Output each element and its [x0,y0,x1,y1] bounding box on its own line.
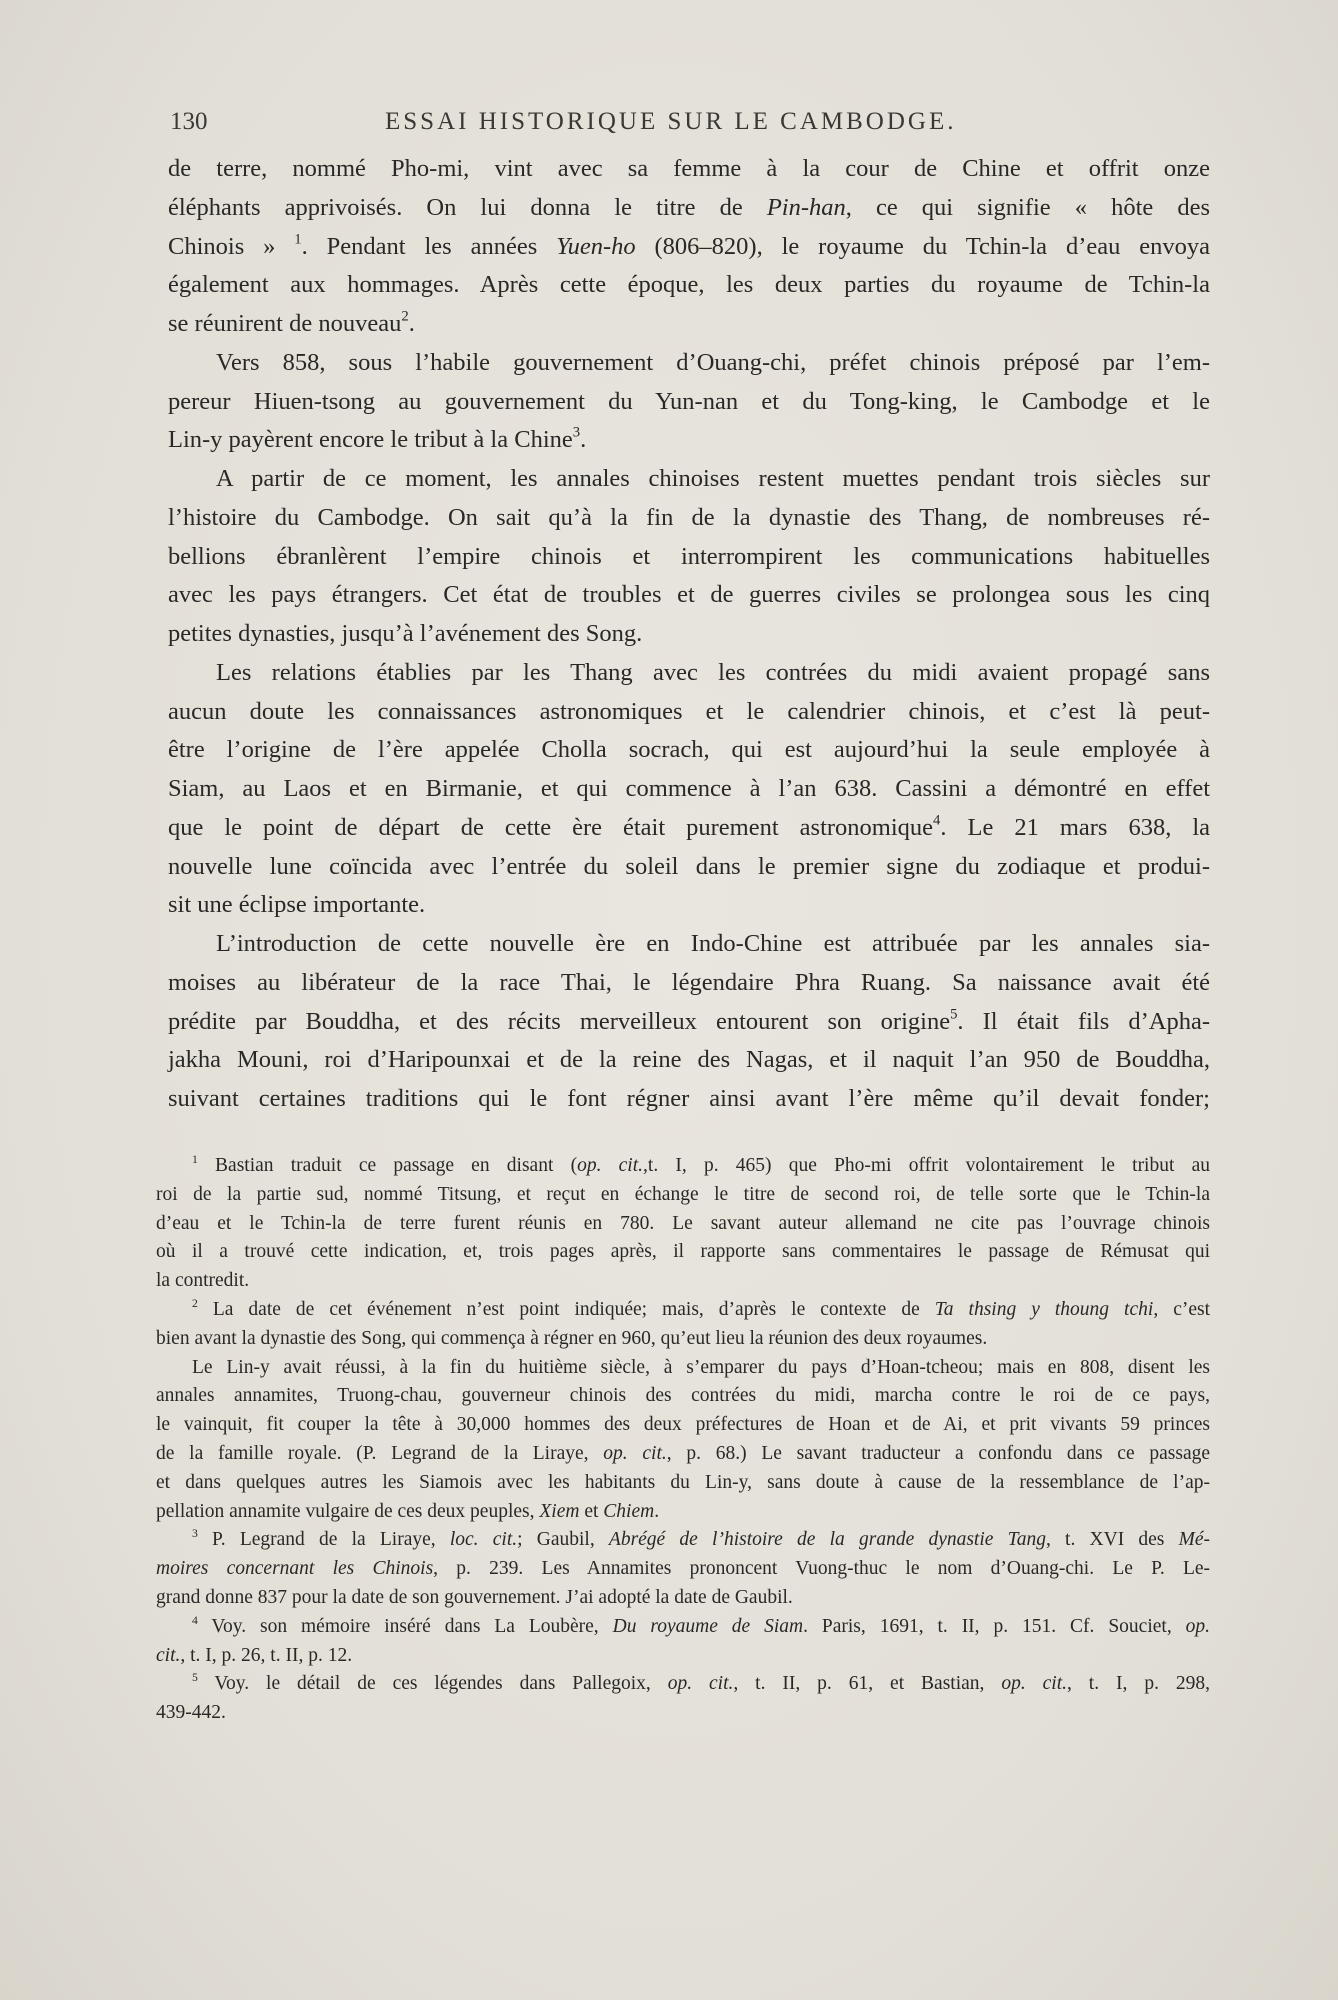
text-line [168,576,1210,615]
text-line [168,809,1210,848]
text-segment: P. Legrand de la Liraye, [197,1529,450,1551]
text-segment: . [654,1500,660,1522]
text-line [168,615,1210,654]
text-segment: l’histoire du Cambodge. On sait qu’à la fin de la dynastie des Thang, de nombreuses ré- [168,503,1210,531]
italic-text: loc. cit. [449,1529,518,1551]
text-segment: . Il était fils d’Apha- [957,1007,1210,1035]
text-segment: de terre, nommé Pho-mi, vint avec sa femme à la cour de Chine et offrit onze [168,155,1210,182]
text-segment: Bastian traduit ce passage en disant ( [197,1155,578,1176]
text-line [168,228,1210,267]
italic-text: cit. [156,1644,181,1666]
italic-text: op. cit. [577,1155,644,1176]
text-line [168,693,1210,732]
text-segment: bellions ébranlèrent l’empire chinois et interrompirent les communications habituelles [168,542,1210,570]
text-segment: . [408,310,415,337]
text-segment: 439-442. [156,1702,226,1724]
text-line [168,1041,1210,1080]
note-reference: 1 [192,1152,198,1166]
text-line [168,1003,1210,1042]
text-line [168,460,1210,499]
text-segment: , t. II, p. 61, et Bastian, [733,1673,1002,1695]
footnote-line [156,1526,1210,1555]
footnote-line [156,1469,1210,1498]
text-segment: que le point de départ de cette ère était purement astronomique [168,813,934,841]
text-segment: , p. 68.) Le savant traducteur a confondu dans ce passage [666,1442,1211,1464]
text-segment: et [579,1500,604,1522]
text-segment: Vers 858, sous l’habile gouvernement d’Ouang-chi, préfet chinois préposé par l’em- [216,348,1210,376]
text-line [168,654,1210,693]
text-line [168,266,1210,305]
text-segment: et dans quelques autres les Siamois avec les habitants du Lin-y, sans doute à cause de la ressemblance de l’ap- [156,1471,1210,1493]
footnote-line [156,1267,1210,1296]
footnote-line [156,1325,1210,1354]
running-header [170,108,1210,140]
text-segment: se réunirent de nouveau [168,310,402,337]
text-line [168,770,1210,809]
italic-text: Du royaume de Siam [612,1615,804,1637]
italic-text: Mé- [1178,1529,1211,1551]
main-text [168,150,1210,1119]
footnote-line [156,1699,1210,1728]
text-line [168,499,1210,538]
italic-text: op. [1185,1615,1210,1637]
text-segment: éléphants apprivoisés. On lui donna le titre de [168,193,767,221]
page-number: 130 [170,108,208,135]
italic-text: op. cit. [667,1673,734,1695]
footnote-line [156,1440,1210,1469]
footnote-line [156,1238,1210,1267]
text-segment: moises au libérateur de la race Thai, le légendaire Phra Ruang. Sa naissance avait été [168,968,1210,996]
text-segment: . Pendant les années [301,232,557,260]
text-segment: prédite par Bouddha, et des récits merveilleux entourent son origine [168,1007,951,1035]
text-segment: ; Gaubil, [517,1529,609,1551]
footnote-line [156,1152,1210,1181]
italic-text: Abrégé de l’histoire de la grande dynastie Tang [608,1529,1046,1551]
text-segment: A partir de ce moment, les annales chinoises restent muettes pendant trois siècles sur [216,465,1210,492]
italic-text: Pin-han [766,193,846,221]
text-segment: . [580,426,587,454]
italic-text: Chiem [603,1500,655,1522]
text-segment: petites dynasties, jusqu’à l’avénement des Song. [168,620,643,647]
text-segment: aucun doute les connaissances astronomiques et le calendrier chinois, et c’est là peut- [168,697,1210,725]
text-segment: avec les pays étrangers. Cet état de troubles et de guerres civiles se prolongea sous les cinq [168,581,1210,609]
footnote-line [156,1181,1210,1210]
text-line [168,150,1210,189]
text-segment: , t. I, p. 298, [1067,1673,1210,1695]
text-line [168,731,1210,770]
note-reference: 5 [950,1006,958,1023]
text-segment: Siam, au Laos et en Birmanie, et qui commence à l’an 638. Cassini a démontré en effet [168,775,1210,802]
text-segment: sit une éclipse importante. [168,891,426,919]
text-segment: La date de cet événement n’est point indiquée; mais, d’après le contexte de [197,1298,935,1320]
note-reference: 3 [192,1527,198,1541]
text-segment: ,t. I, p. 465) que Pho-mi offrit volontairement le tribut au [643,1155,1210,1176]
text-segment: Les relations établies par les Thang avec les contrées du midi avaient propagé sans [216,658,1210,686]
italic-text: op. cit. [603,1442,667,1464]
note-reference: 2 [192,1296,198,1310]
text-segment: suivant certaines traditions qui le font régner ainsi avant l’ère même qu’il devait fonder; [168,1085,1210,1112]
italic-text: moires concernant les Chinois [156,1558,434,1580]
italic-text: Yuen-ho [556,232,636,260]
text-line [168,964,1210,1003]
text-line [168,925,1210,964]
footnote-line [156,1555,1210,1584]
footnotes [156,1152,1210,1728]
italic-text: op. cit. [1001,1673,1067,1695]
text-segment: où il a trouvé cette indication, et, trois pages après, il rapporte sans commentaires le passage de Rémusat qui [156,1241,1210,1263]
footnote-line [156,1584,1210,1613]
text-line [168,538,1210,577]
text-segment: de la famille royale. (P. Legrand de la Liraye, [156,1442,604,1464]
text-segment: nouvelle lune coïncida avec l’entrée du soleil dans le premier signe du zodiaque et produi- [168,852,1210,880]
footnote-line [156,1296,1210,1325]
text-segment: Le Lin-y avait réussi, à la fin du huitième siècle, à s’emparer du pays d’Hoan-tcheou; mais en 808, disent les [192,1356,1210,1378]
text-segment: . Le 21 mars 638, la [940,813,1210,841]
note-reference: 4 [933,812,941,829]
note-reference: 1 [294,231,302,248]
text-segment: grand donne 837 pour la date de son gouvernement. J’ai adopté la date de Gaubil. [156,1586,793,1608]
text-segment: également aux hommages. Après cette époque, les deux parties du royaume de Tchin-la [168,271,1210,299]
text-segment: jakha Mouni, roi d’Haripounxai et de la reine des Nagas, et il naquit l’an 950 de Bouddha, [168,1046,1210,1074]
text-segment: Lin-y payèrent encore le tribut à la Chine [168,426,573,454]
text-segment: , p. 239. Les Annamites prononcent Vuong-thuc le nom d’Ouang-chi. Le P. Le- [433,1558,1211,1580]
text-line [168,189,1210,228]
text-line [168,344,1210,383]
text-segment: bien avant la dynastie des Song, qui commença à régner en 960, qu’eut lieu la réunion des deux royaumes. [156,1327,988,1349]
text-segment: la contredit. [156,1270,250,1292]
text-line [168,305,1210,344]
text-segment: , t. I, p. 26, t. II, p. 12. [180,1644,353,1666]
text-segment: L’introduction de cette nouvelle ère en Indo-Chine est attribuée par les annales sia- [216,930,1210,957]
footnote-line [156,1354,1210,1383]
footnote-line [156,1642,1210,1671]
text-segment: , t. XVI des [1045,1529,1179,1551]
text-segment: Voy. le détail de ces légendes dans Pallegoix, [197,1673,668,1695]
text-segment: , c’est [1153,1298,1211,1320]
text-segment: . Paris, 1691, t. II, p. 151. Cf. Souciet, [803,1615,1186,1637]
text-line [168,886,1210,925]
text-line [168,848,1210,887]
text-segment: (806–820), le royaume du Tchin-la d’eau envoya [635,232,1210,260]
footnote-line [156,1382,1210,1411]
note-reference: 4 [192,1613,198,1627]
text-segment: pereur Hiuen-tsong au gouvernement du Yun-nan et du Tong-king, le Cambodge et le [168,387,1210,415]
footnote-line [156,1498,1210,1527]
text-segment: le vainquit, fit couper la tête à 30,000 hommes des deux préfectures de Hoan et de Ai, et prit vivants 59 princes [156,1414,1210,1436]
text-segment: roi de la partie sud, nommé Titsung, et reçut en échange le titre de second roi, de telle sorte que le Tchin-la [156,1183,1210,1205]
note-reference: 3 [572,424,581,441]
footnote-line [156,1210,1210,1239]
text-segment: d’eau et le Tchin-la de terre furent réunis en 780. Le savant auteur allemand ne cite pas l’ouvrage chinois [156,1212,1210,1234]
text-segment: pellation annamite vulgaire de ces deux peuples, [156,1500,540,1522]
footnote-line [156,1411,1210,1440]
text-segment: Chinois » [168,232,295,260]
note-reference: 2 [401,308,409,325]
text-line [168,383,1210,422]
italic-text: Xiem [539,1500,580,1522]
footnote-line [156,1670,1210,1699]
italic-text: Ta thsing y thoung tchi [934,1298,1154,1320]
note-reference: 5 [192,1671,198,1685]
text-line [168,1080,1210,1119]
text-segment: annales annamites, Truong-chau, gouverneur chinois des contrées du midi, marcha contre le roi de ce pays, [156,1385,1210,1407]
text-line [168,421,1210,460]
text-segment: être l’origine de l’ère appelée Cholla socrach, qui est aujourd’hui la seule employée à [168,736,1210,764]
running-title: ESSAI HISTORIQUE SUR LE CAMBODGE. [385,108,957,135]
footnote-line [156,1613,1210,1642]
text-segment: , ce qui signifie « hôte des [845,193,1210,221]
text-segment: Voy. son mémoire inséré dans La Loubère, [197,1615,613,1637]
